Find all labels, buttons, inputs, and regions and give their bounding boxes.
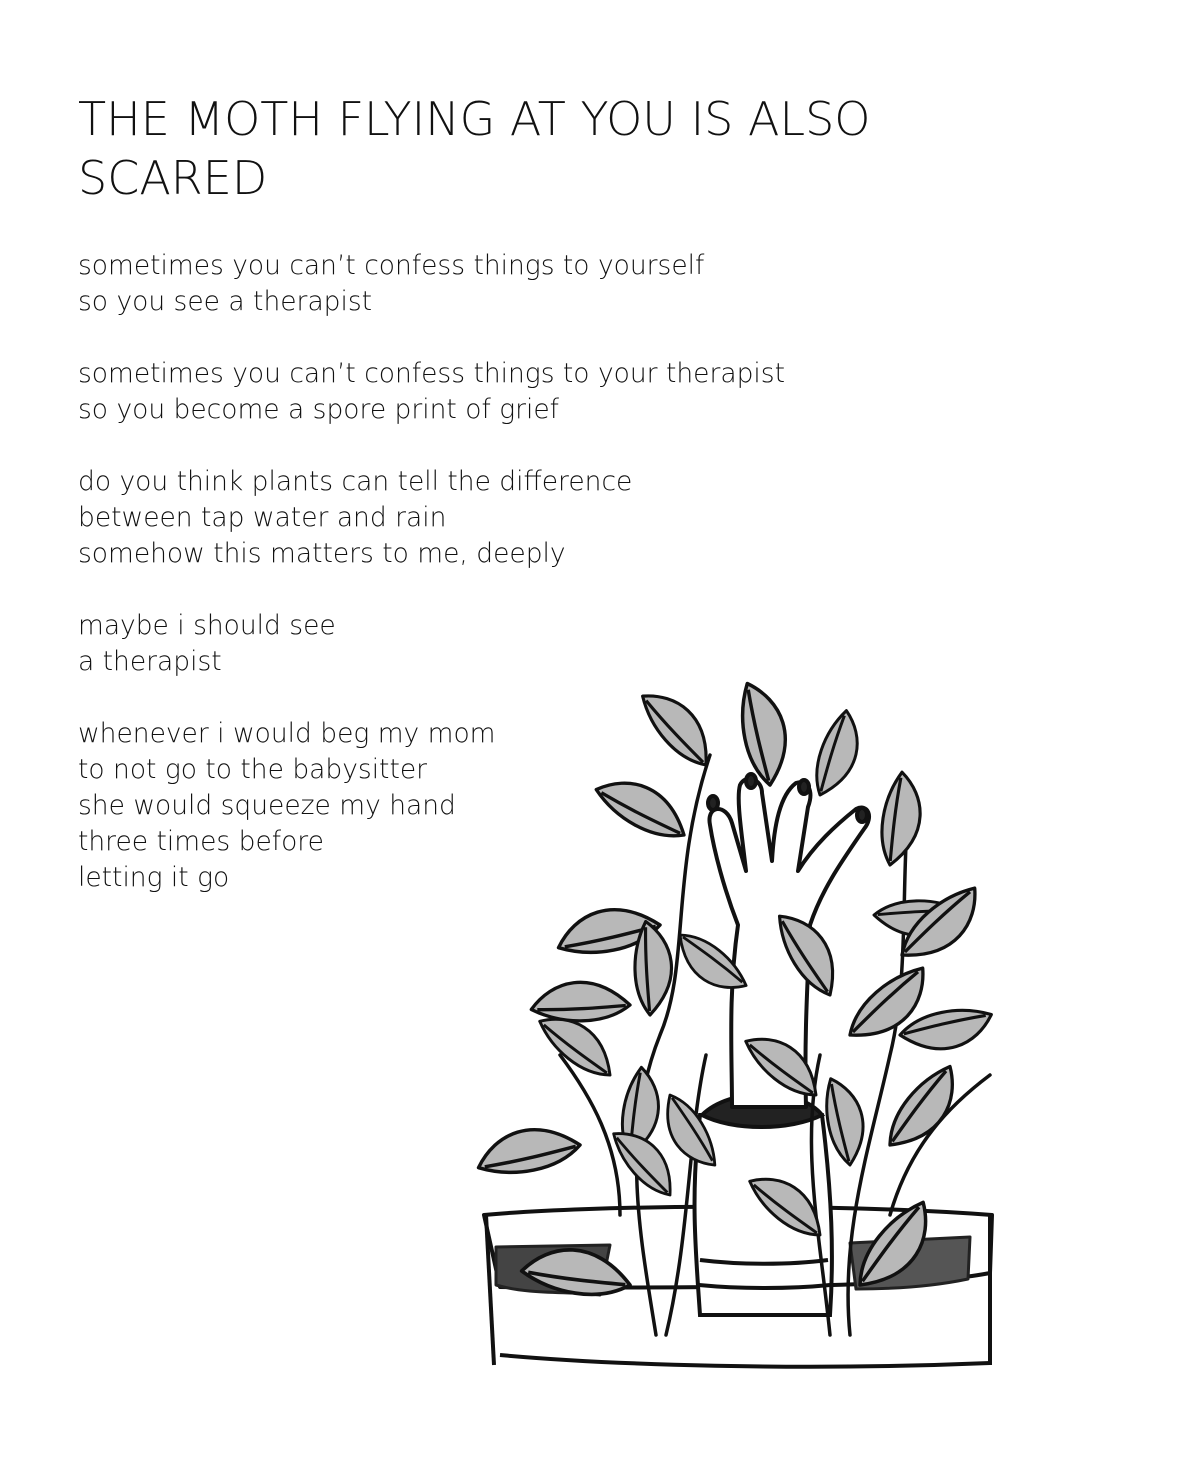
stanza-1 [78, 248, 838, 320]
poem-line: so you see a therapist [78, 286, 373, 317]
poem-line: between tap water and rain [78, 502, 447, 533]
poem-line: sometimes you can’t confess things to yourself [78, 250, 705, 281]
stanza-2 [78, 356, 838, 428]
poem-line: sometimes you can’t confess things to your therapist [78, 358, 785, 389]
poem-line: so you become a spore print of grief [78, 394, 559, 425]
poem-line: whenever i would beg my mom [78, 718, 496, 749]
poem-line: a therapist [78, 646, 222, 677]
poem-line: she would squeeze my hand [78, 790, 456, 821]
poem-line: somehow this matters to me, deeply [78, 538, 566, 569]
poem-title [78, 90, 978, 208]
poem-line: letting it go [78, 862, 230, 893]
poem-line: to not go to the babysitter [78, 754, 428, 785]
plant-hand-illustration [470, 675, 1040, 1395]
stanza-3 [78, 464, 838, 572]
poem-line: do you think plants can tell the difference [78, 466, 633, 497]
stanza-4 [78, 608, 838, 680]
title-line-1: THE MOTH FLYING AT YOU IS ALSO [78, 92, 871, 146]
poem-line: maybe i should see [78, 610, 336, 641]
poem-line: three times before [78, 826, 324, 857]
title-line-2: SCARED [78, 151, 268, 205]
